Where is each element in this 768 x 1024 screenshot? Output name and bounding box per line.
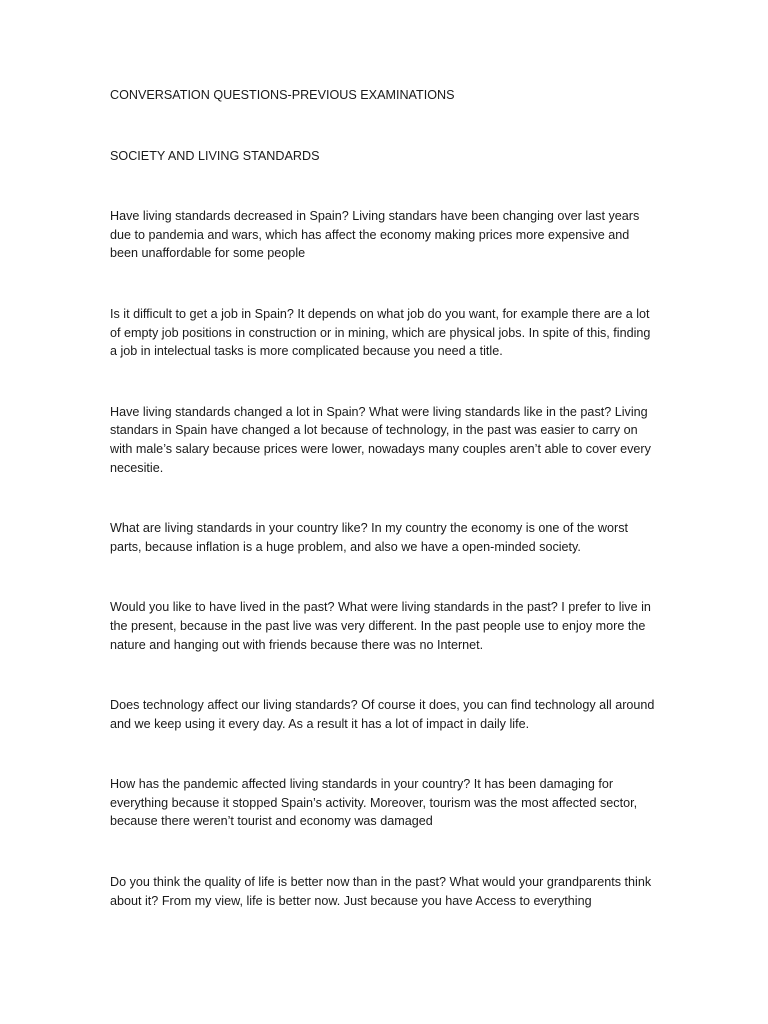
paragraph-lived-in-past: Would you like to have lived in the past? What were living standards in the past? I prefer to live in the present, because in the past live was very different. In the past people use to enjoy more the nature and hanging out with friends because there was no Internet. — [110, 600, 651, 652]
document-body — [110, 86, 656, 910]
paragraph-living-standards-decreased: Have living standards decreased in Spain? Living standars have been changing over last years due to pandemia and wars, which has affect the economy making prices more expensive and been unaffordable for some people — [110, 209, 640, 261]
paragraph-technology-effect: Does technology affect our living standards? Of course it does, you can find technology all around and we keep using it every day. As a result it has a lot of impact in daily life. — [110, 698, 655, 731]
paragraph-pandemic-effect: How has the pandemic affected living standards in your country? It has been damaging for everything because it stopped Spain’s activity. Moreover, tourism was the most affected sector, because there weren’t tourist and economy was damaged — [110, 777, 638, 829]
paragraph-living-standards-changed: Have living standards changed a lot in Spain? What were living standards like in the past? Living standars in Spain have changed a lot because of technology, in the past was easier to carry on with male’s salary because prices were lower, nowadays many couples aren’t able to cover every necesitie. — [110, 404, 651, 475]
document-title: CONVERSATION QUESTIONS-PREVIOUS EXAMINATIONS — [110, 88, 455, 102]
paragraph-living-standards-country: What are living standards in your country like? In my country the economy is one of the worst parts, because inflation is a huge problem, and also we have a open-minded society. — [110, 521, 628, 554]
section-heading: SOCIETY AND LIVING STANDARDS — [110, 148, 320, 163]
paragraph-job-in-spain: Is it difficult to get a job in Spain? It depends on what job do you want, for example there are a lot of empty job positions in construction or in mining, which are physical jobs. In spite of this, finding a job in intelectual tasks is more complicated because you need a title. — [110, 306, 651, 359]
paragraph-quality-of-life: Do you think the quality of life is better now than in the past? What would your grandparents think about it? From my view, life is better now. Just because you have Access to everything — [110, 875, 652, 908]
